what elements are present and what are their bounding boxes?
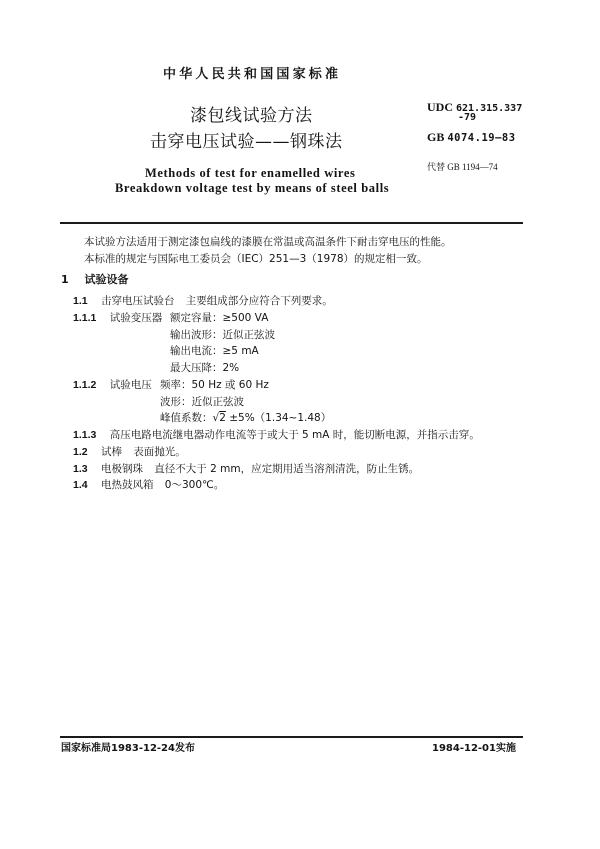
- footer-divider: [60, 736, 523, 738]
- clause-title: 试验电压: [109, 379, 152, 391]
- title-en-line1: Methods of test for enamelled wires: [145, 166, 356, 180]
- clause-1-2: [73, 447, 186, 458]
- title-cn-line2: 击穿电压试验——钢珠法: [150, 132, 343, 152]
- gb-label: GB: [427, 130, 445, 144]
- clause-number: 1.2: [73, 446, 88, 458]
- section-number: 1: [61, 273, 69, 286]
- title-en-line2: Breakdown voltage test by means of steel balls: [115, 181, 390, 195]
- clause-1-4: [73, 480, 224, 491]
- clause-1-1-3: [73, 430, 480, 441]
- clause-title: 电热鼓风箱: [100, 479, 154, 491]
- udc-number: 621.315.337: [456, 103, 523, 114]
- clause-text: 主要组成部分应符合下列要求。: [185, 295, 333, 307]
- clause-number: 1.1.2: [73, 379, 97, 391]
- clause-text: 0～300℃。: [164, 479, 225, 491]
- clause-1-3: [73, 464, 419, 475]
- spec-rated-capacity: 额定容量：≥500 VA: [170, 312, 269, 324]
- spec-frequency: 频率：50 Hz 或 60 Hz: [160, 379, 269, 391]
- spec-output-current: 输出电流：≥5 mA: [170, 345, 259, 357]
- clause-text: 表面抛光。: [133, 446, 186, 458]
- clause-number: 1.1.3: [73, 429, 97, 441]
- clause-text: 高压电路电流继电器动作电流等于或大于 5 mA 时，能切断电源，并指示击穿。: [109, 429, 480, 441]
- spec-waveform: 波形：近似正弦波: [160, 396, 244, 408]
- intro-line2: 本标准的规定与国际电工委员会（IEC）251—3（1978）的规定相一致。: [84, 253, 428, 265]
- clause-number: 1.1: [73, 295, 88, 307]
- clause-title: 试棒: [100, 446, 122, 458]
- section-1-heading: [61, 274, 129, 285]
- intro-line1: 本试验方法适用于测定漆包扁线的漆膜在常温或高温条件下耐击穿电压的性能。: [84, 236, 452, 248]
- section-title: 试验设备: [84, 273, 129, 286]
- gb-number: 4074.19—83: [447, 132, 516, 144]
- peak-factor-label: 峰值系数：√: [160, 412, 220, 424]
- header-divider: [60, 222, 523, 224]
- issued-date: 国家标准局1983-12-24发布: [61, 743, 195, 754]
- clause-1-1-1: [73, 313, 162, 324]
- gb-code: [427, 131, 516, 144]
- clause-title: 试验变压器: [109, 312, 163, 324]
- clause-title: 电极钢珠: [100, 463, 143, 475]
- clause-text: 直径不大于 2 mm，应定期用适当溶剂清洗，防止生锈。: [154, 463, 420, 475]
- peak-factor-tolerance: ±5%（1.34~1.48）: [225, 412, 332, 424]
- spec-max-voltage-drop: 最大压降：2%: [170, 362, 240, 374]
- title-cn-line1: 漆包线试验方法: [190, 106, 313, 126]
- replaces-note: 代替 GB 1194—74: [427, 162, 498, 172]
- spec-peak-factor: [160, 413, 331, 424]
- clause-1-1: [73, 296, 333, 307]
- national-standard-heading: 中华人民共和国国家标准: [163, 67, 342, 82]
- effective-date: 1984-12-01实施: [432, 743, 516, 754]
- clause-number: 1.3: [73, 463, 88, 475]
- udc-suffix: -79: [458, 112, 477, 123]
- clause-number: 1.1.1: [73, 312, 97, 324]
- clause-1-1-2: [73, 380, 152, 391]
- clause-number: 1.4: [73, 479, 88, 491]
- spec-output-waveform: 输出波形：近似正弦波: [170, 329, 275, 341]
- clause-title: 击穿电压试验台: [100, 295, 175, 307]
- peak-factor-radicand: 2: [219, 412, 226, 424]
- udc-label: UDC: [427, 100, 453, 114]
